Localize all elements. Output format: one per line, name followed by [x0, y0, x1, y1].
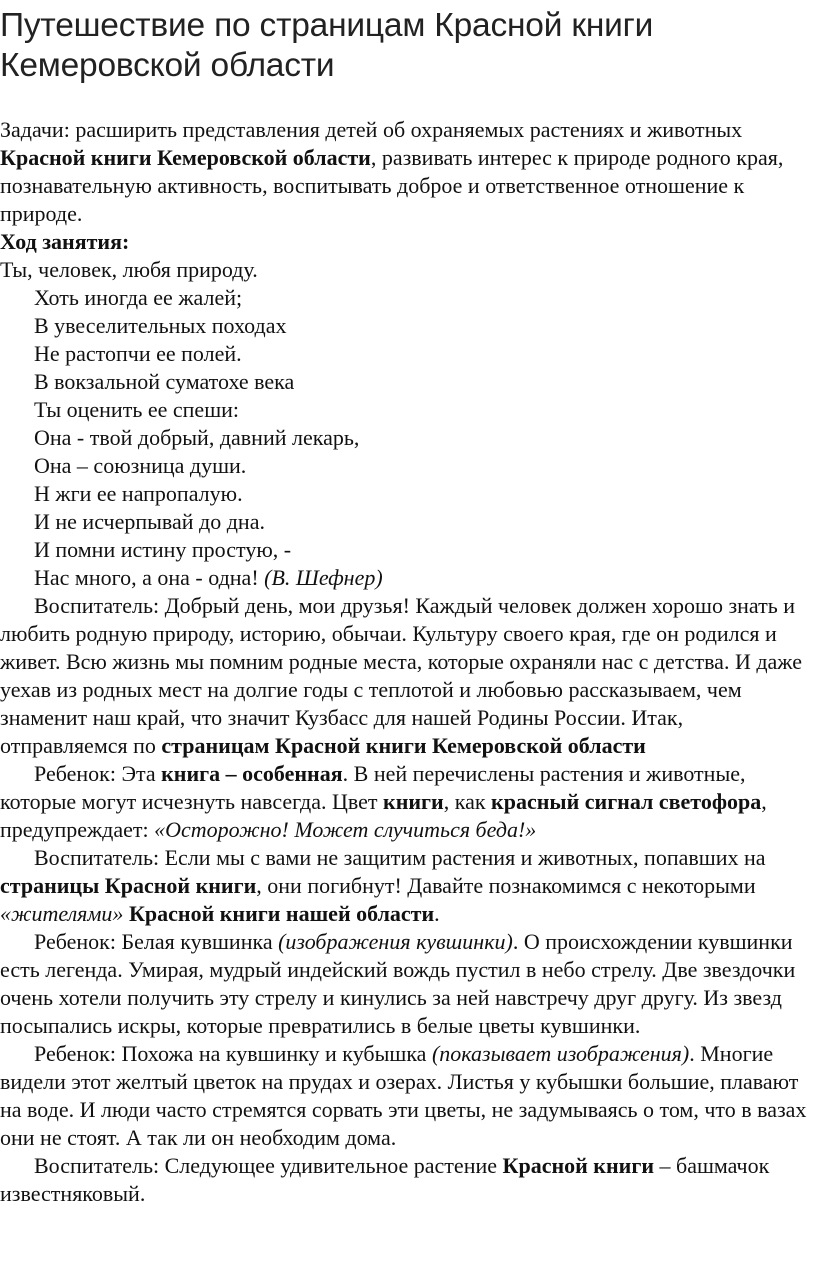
title-line-1: Путешествие по страницам Красной книги [0, 7, 654, 44]
poem-first-line: Ты, человек, любя природу. [0, 257, 258, 282]
poem-line: Она - твой добрый, давний лекарь, [34, 425, 360, 450]
title-line-2: Кемеровской области [0, 47, 335, 84]
paragraph-slipper-orchid: Воспитатель: Следующее удивительное растение Красной книги – башмачок известняковый. [0, 1153, 770, 1206]
paragraph-yellow-lily: Ребенок: Похожа на кувшинку и кубышка (показывает изображения). Многие видели этот желтый цветок на прудах и озерах. Листья у кубышки большие, плавают на воде. И люди часто стремятся сорвать эти цветы, не задумываясь о том, что в вазах они не стоят. А так ли он необходим дома. [0, 1041, 807, 1150]
poem-line: Ты оценить ее спеши: [34, 397, 240, 422]
poem-line: И не исчерпывай до дна. [34, 509, 265, 534]
lesson-heading: Ход занятия: [0, 229, 130, 254]
poem-line: И помни истину простую, - [34, 537, 292, 562]
poem-line: В увеселительных походах [34, 313, 287, 338]
poem-last-line: Нас много, а она - одна! (В. Шефнер) [34, 565, 383, 590]
poem-line: Она – союзница души. [34, 453, 247, 478]
document-body [0, 116, 814, 1208]
paragraph-child-book: Ребенок: Эта книга – особенная. В ней перечислены растения и животные, которые могут исчезнуть навсегда. Цвет книги, как красный сигнал светофора, предупреждает: «Осторожно! Может случиться беда!» [0, 761, 767, 842]
poem-line: Хоть иногда ее жалей; [34, 285, 243, 310]
tasks-rest: , развивать интерес к природе родного края, познавательную активность, воспитывать доброе и ответственное отношение к природе. [0, 145, 784, 226]
paragraph-teacher-pages: Воспитатель: Если мы с вами не защитим растения и животных, попавших на страницы Красной книги, они погибнут! Давайте познакомимся с некоторыми «жителями» Красной книги нашей области. [0, 845, 766, 926]
tasks-lead: Задачи: расширить представления детей об охраняемых растениях и животных [0, 117, 743, 142]
paragraph-water-lily: Ребенок: Белая кувшинка (изображения кувшинки). О происхождении кувшинки есть легенда. Умирая, мудрый индейский вождь пустил в небо стрелу. Две звездочки очень хотели получить эту стрелу и кинулись за ней навстречу друг другу. Из звезд посыпались искры, которые превратились в белые цветы кувшинки. [0, 929, 796, 1038]
poem-line: Не растопчи ее полей. [34, 341, 242, 366]
paragraph-teacher-greeting: Воспитатель: Добрый день, мои друзья! Каждый человек должен хорошо знать и любить родную природу, историю, обычаи. Культуру своего края, где он родился и живет. Всю жизнь мы помним родные места, которые охраняли нас с детства. И даже уехав из родных мест на долгие годы с теплотой и любовью рассказываем, чем знаменит наш край, что значит Кузбасс для нашей Родины России. Итак, отправляемся по страницам Красной книги Кемеровской области [0, 593, 802, 758]
tasks-bold: Красной книги Кемеровской области [0, 145, 371, 170]
poem-line: Н жги ее напропалую. [34, 481, 243, 506]
document-title [0, 0, 816, 86]
poem-author: (В. Шефнер) [264, 565, 383, 590]
poem-line: В вокзальной суматохе века [34, 369, 295, 394]
tasks-paragraph [0, 116, 814, 228]
